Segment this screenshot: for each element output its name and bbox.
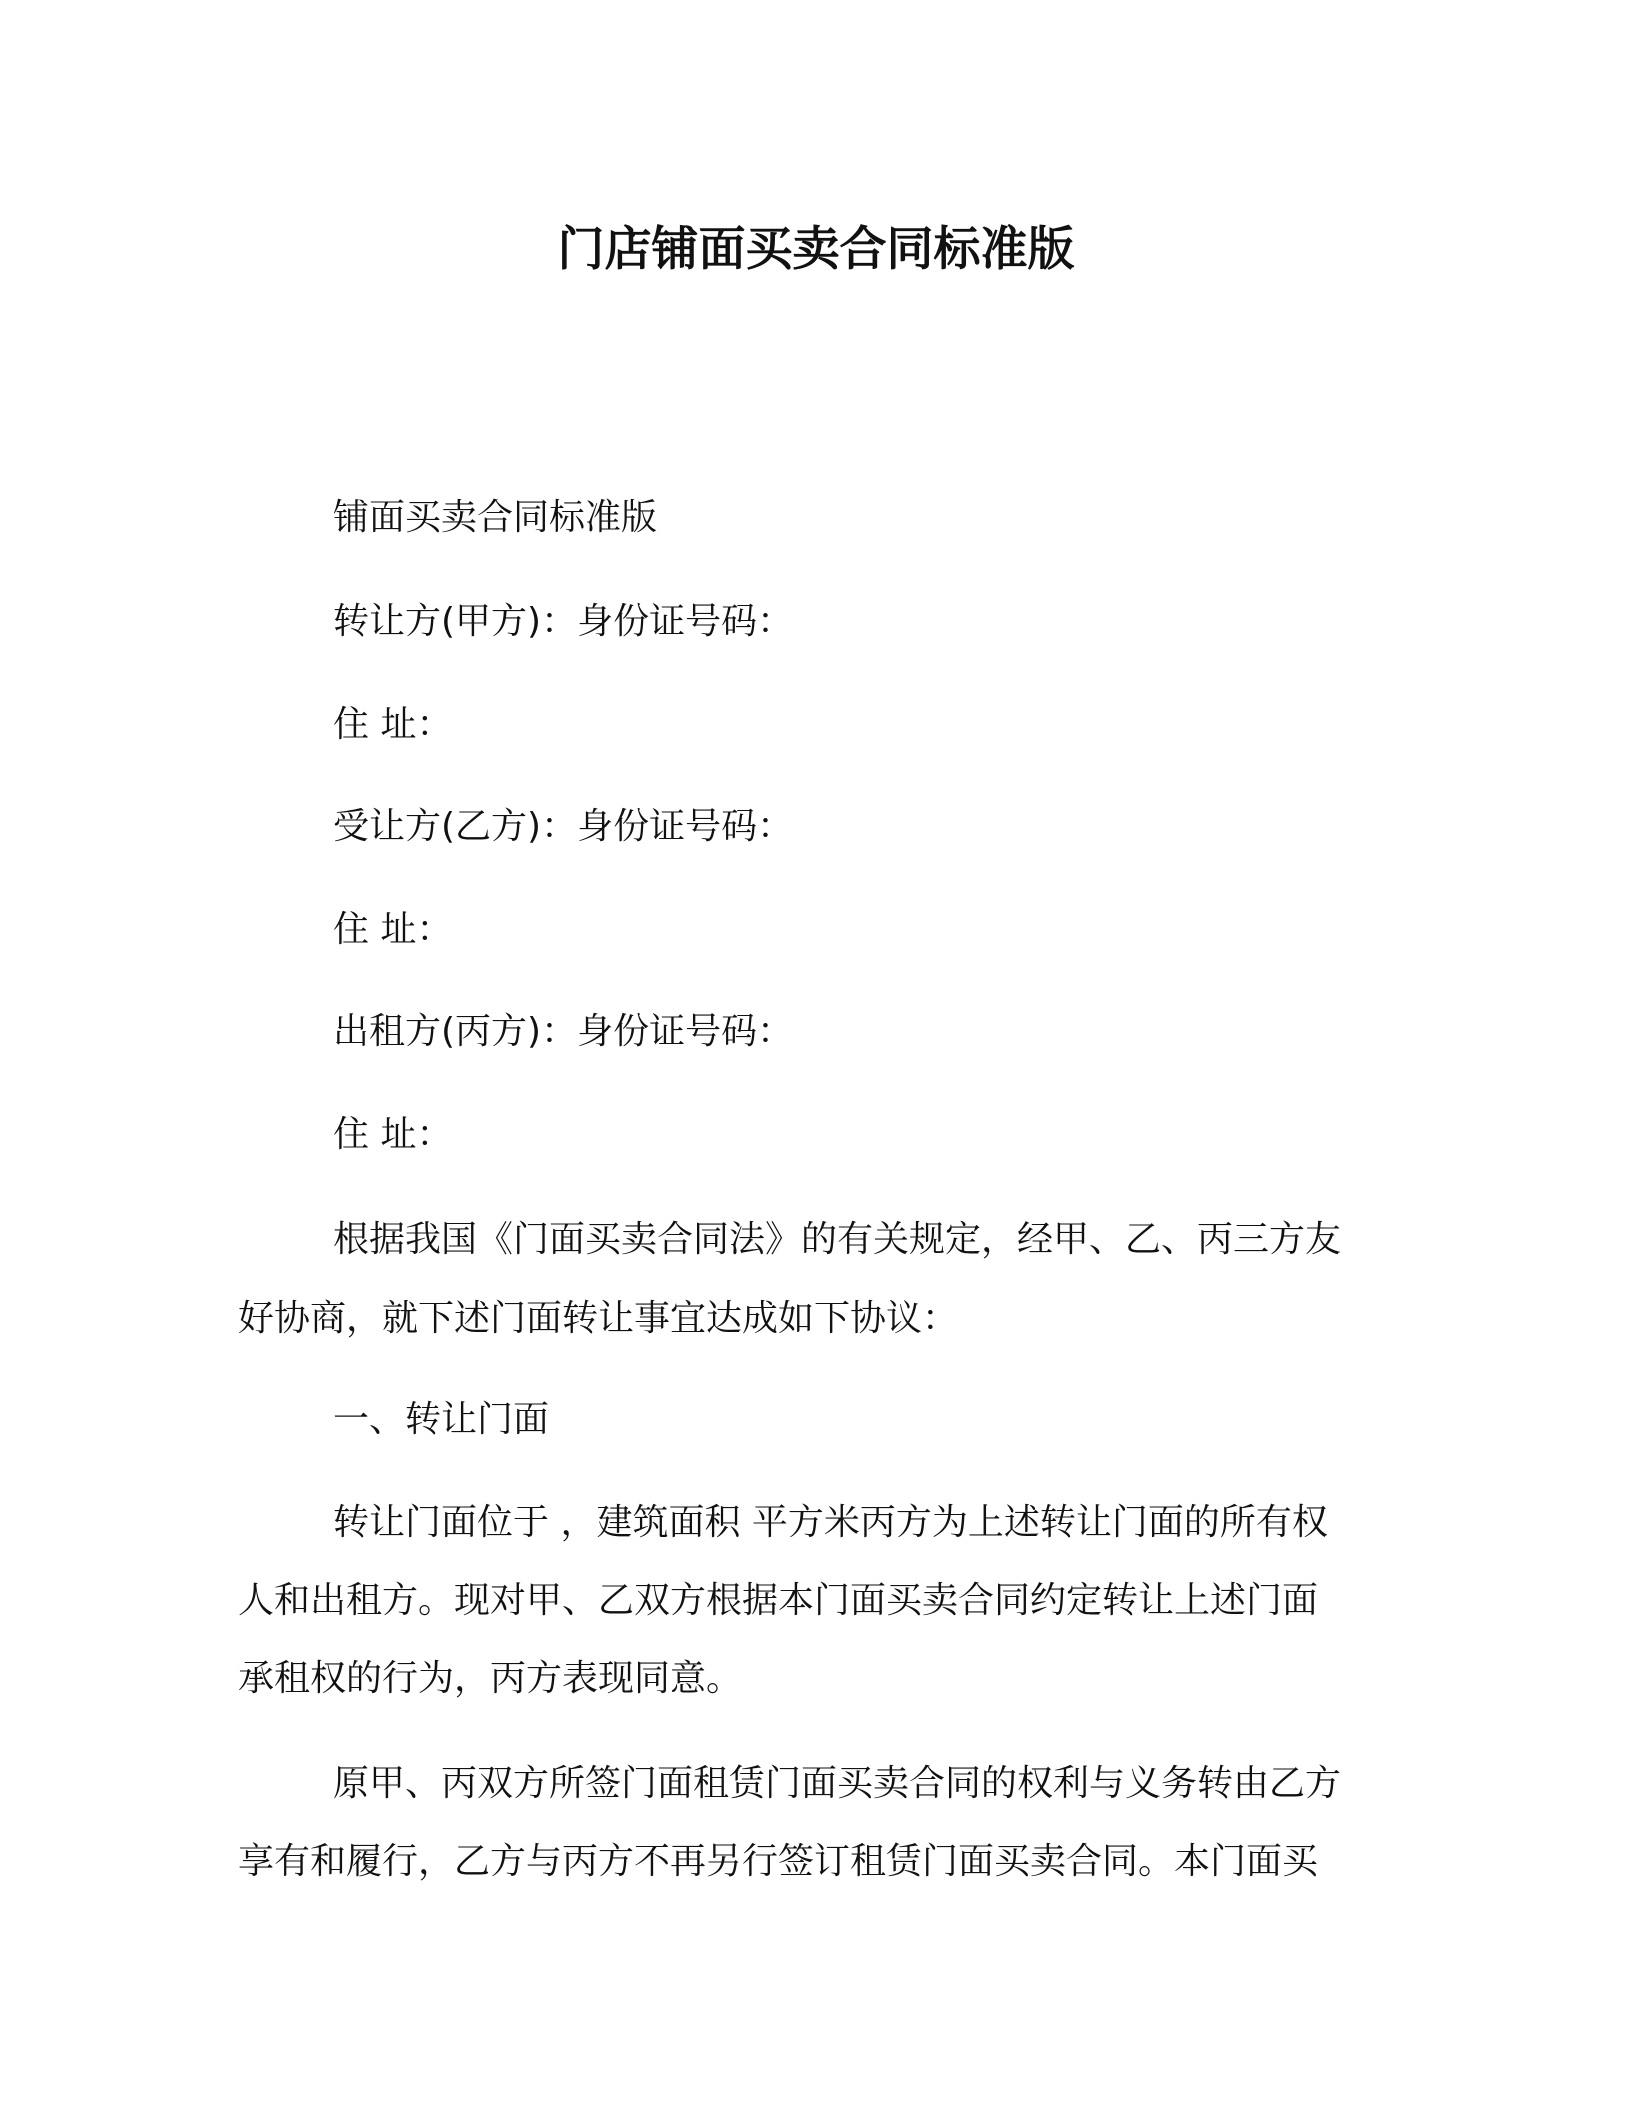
clause-2-line-2: 享有和履行，乙方与丙方不再另行签订租赁门面买卖合同。本门面买 [238,1841,1319,1882]
clause-2-line-1: 原甲、丙双方所签门面租赁门面买卖合同的权利与义务转由乙方 [333,1763,1342,1804]
transferor-address-line: 住 址： [333,704,453,745]
subtitle-line: 铺面买卖合同标准版 [333,497,658,538]
preamble-line-2: 好协商，就下述门面转让事宜达成如下协议： [238,1298,959,1339]
lessor-address-line: 住 址： [333,1114,453,1155]
clause-1-line-2: 人和出租方。现对甲、乙双方根据本门面买卖合同约定转让上述门面 [238,1580,1319,1621]
transferor-line: 转让方(甲方)：身份证号码： [333,601,794,642]
section-heading: 一、转让门面 [333,1399,550,1440]
clause-1-line-3: 承租权的行为，丙方表现同意。 [238,1658,743,1699]
transferee-line: 受让方(乙方)：身份证号码： [333,806,794,847]
clause-1-line-1: 转让门面位于 ，建筑面积 平方米丙方为上述转让门面的所有权 [333,1502,1328,1543]
transferee-address-line: 住 址： [333,909,453,950]
document-title: 门店铺面买卖合同标准版 [557,222,1075,277]
preamble-line-1: 根据我国《门面买卖合同法》的有关规定，经甲、乙、丙三方友 [333,1219,1342,1260]
lessor-line: 出租方(丙方)：身份证号码： [333,1011,794,1052]
